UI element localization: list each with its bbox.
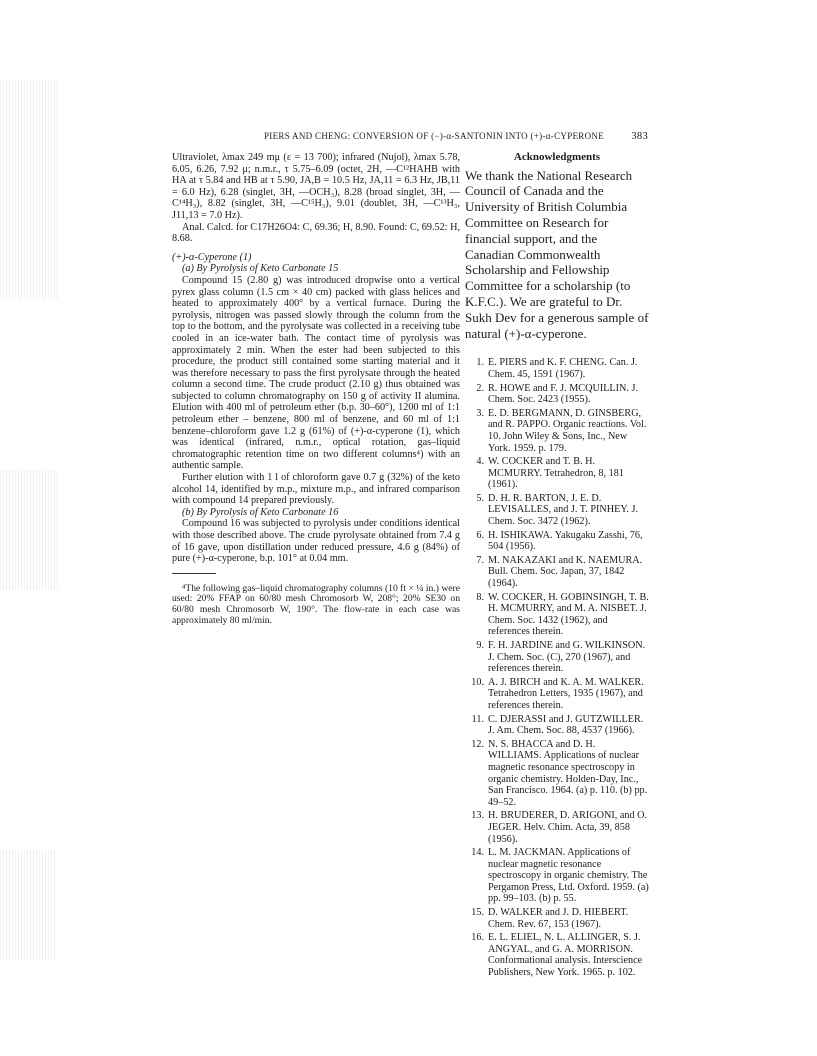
- elution-paragraph: Further elution with 1 l of chloroform gave 0.7 g (32%) of the keto alcohol 14, identified by m.p., mixture m.p., and infrared comparison with compound 14 prepared previously.: [172, 472, 460, 507]
- reference-item: 11. C. DJERASSI and J. GUTZWILLER. J. Am. Chem. Soc. 88, 4537 (1966).: [471, 713, 644, 737]
- procedure-b-paragraph: Compound 16 was subjected to pyrolysis under conditions identical with those described above. The crude pyrolysate obtained from 7.4 g of 16 gave, upon distillation under reduced pressure, 4.6 g (84%) of pure (+)-α-cyperone, b.p. 101° at 0.04 mm.: [172, 518, 460, 565]
- right-column: [465, 152, 649, 981]
- reference-item: 13. H. BRUDERER, D. ARIGONI, and O. JEGER. Helv. Chim. Acta, 39, 858 (1956).: [471, 810, 648, 845]
- section-heading-cyperone: (+)-α-Cyperone (1): [172, 251, 252, 263]
- acknowledgments-heading: Acknowledgments: [513, 151, 601, 163]
- reference-item: 2. R. HOWE and F. J. MCQUILLIN. J. Chem. Soc. 2423 (1955).: [476, 382, 639, 406]
- acknowledgments-text: We thank the National Research Council of Canada and the University of British Columbia Committee on Research for financial support, and the Canadian Commonwealth Scholarship and Fellowship Committee for a scholarship (to K.F.C.). We are grateful to Dr. Sukh Dev for a generous sample of natural (+)-α-cyperone.: [465, 167, 649, 341]
- spectral-data-paragraph: Ultraviolet, λmax 249 mμ (ε = 13 700); infrared (Nujol), λmax 5.78, 6.05, 6.26, 7.92 μ; n.m.r., τ 5.75–6.09 (octet, 2H, —C¹²HAHB with HA at τ 5.84 and HB at τ 5.90, JA,B = 10.5 Hz, JA,11 = 6.3 Hz, JB,11 = 6.0 Hz), 6.28 (singlet, 3H, —OCH₃), 8.28 (broad singlet, 3H, —C¹⁴H₃), 8.82 (singlet, 3H, —C¹⁵H₃), 9.01 (doublet, 3H, —C¹³H₃, J11,13 = 7.0 Hz).: [172, 152, 460, 221]
- footnote: ⁴The following gas–liquid chromatography columns (10 ft × ¼ in.) were used: 20% FFAP on 60/80 mesh Chromosorb W, 208°; 20% SE30 on 60/80 mesh Chromosorb W, 190°. The flow-rate in each case was approximately 80 ml/min.: [172, 582, 460, 626]
- reference-item: 12. N. S. BHACCA and D. H. WILLIAMS. Applications of nuclear magnetic resonance spectroscopy in organic chemistry. Holden-Day, Inc., San Francisco. 1964. (a) p. 110. (b) pp. 49–52.: [471, 738, 648, 808]
- reference-item: 15. D. WALKER and J. D. HIEBERT. Chem. Rev. 67, 153 (1967).: [471, 907, 629, 930]
- bleed-through-bottom: [0, 850, 56, 960]
- analysis-paragraph: Anal. Calcd. for C17H26O4: C, 69.36; H, 8.90. Found: C, 69.52: H, 8.68.: [172, 221, 460, 245]
- bleed-through-top: [0, 80, 60, 300]
- reference-item: 8. W. COCKER, H. GOBINSINGH, T. B. H. MCMURRY, and M. A. NISBET. J. Chem. Soc. 1432 (1962), and references therein.: [476, 591, 649, 638]
- reference-item: 9. F. H. JARDINE and G. WILKINSON. J. Chem. Soc. (C), 270 (1967), and references therein.: [476, 640, 646, 675]
- reference-list: [465, 357, 649, 978]
- reference-item: 7. M. NAKAZAKI and K. NAEMURA. Bull. Chem. Soc. Japan, 37, 1842 (1964).: [476, 554, 643, 590]
- reference-item: 3. E. D. BERGMANN, D. GINSBERG, and R. PAPPO. Organic reactions. Vol. 10. John Wiley & Sons, Inc., New York. 1959. p. 179.: [476, 407, 647, 454]
- reference-item: 6. H. ISHIKAWA. Yakugaku Zasshi, 76, 504 (1956).: [476, 529, 643, 553]
- reference-item: 14. L. M. JACKMAN. Applications of nuclear magnetic resonance spectroscopy in organic chemistry. The Pergamon Press, Ltd. Oxford. 1959. (a) pp. 99–103. (b) p. 55.: [471, 847, 649, 905]
- left-column: [172, 152, 460, 626]
- reference-item: 16. E. L. ELIEL, N. L. ALLINGER, S. J. ANGYAL, and G. A. MORRISON. Conformational analysis. Interscience Publishers, New York. 1965. p. 102.: [471, 932, 643, 979]
- running-title: PIERS AND CHENG: CONVERSION OF (−)-α-SANTONIN INTO (+)-α-CYPERONE: [264, 131, 604, 141]
- reference-item: 4. W. COCKER and T. B. H. MCMURRY. Tetrahedron, 8, 181 (1961).: [476, 456, 624, 491]
- bleed-through-middle: [0, 470, 58, 590]
- page-number: 383: [631, 131, 648, 142]
- procedure-a-paragraph: Compound 15 (2.80 g) was introduced dropwise onto a vertical pyrex glass column (1.5 cm × 40 cm) packed with glass helices and heated to approximately 400° by a vertical furnace. During the pyrolysis, nitrogen was passed slowly through the column from the top to the bottom, and the pyrolysate was collected in a receiving tube cooled in an ice-water bath. The contact time of pyrolysis was approximately 2 min. When the ester had been subjected to this procedure, the product still contained some starting material and it was therefore necessary to pass the first pyrolysate through the heated column a second time. The crude product (2.10 g) thus obtained was subjected to column chromatography on 150 g of activity II alumina. Elution with 400 ml of petroleum ether (b.p. 30–60°), 1200 ml of 1:1 petroleum ether – benzene, 800 ml of benzene, and 60 ml of 1:1 benzene–chloroform gave 1.2 g (61%) of (+)-α-cyperone (1), which was identical (infrared, n.m.r., optical rotation, gas–liquid chromatographic retention time on two different columns⁴) with an authentic sample.: [172, 274, 460, 472]
- footnote-rule: [172, 573, 216, 574]
- subsection-heading-b: (b) By Pyrolysis of Keto Carbonate 16: [182, 506, 339, 518]
- reference-item: 1. E. PIERS and K. F. CHENG. Can. J. Chem. 45, 1591 (1967).: [476, 357, 638, 380]
- reference-item: 10. A. J. BIRCH and K. A. M. WALKER. Tetrahedron Letters, 1935 (1967), and references therein.: [471, 676, 644, 711]
- subsection-heading-a: (a) By Pyrolysis of Keto Carbonate 15: [182, 263, 339, 275]
- reference-item: 5. D. H. R. BARTON, J. E. D. LEVISALLES, and J. T. PINHEY. J. Chem. Soc. 3472 (1962).: [476, 492, 638, 528]
